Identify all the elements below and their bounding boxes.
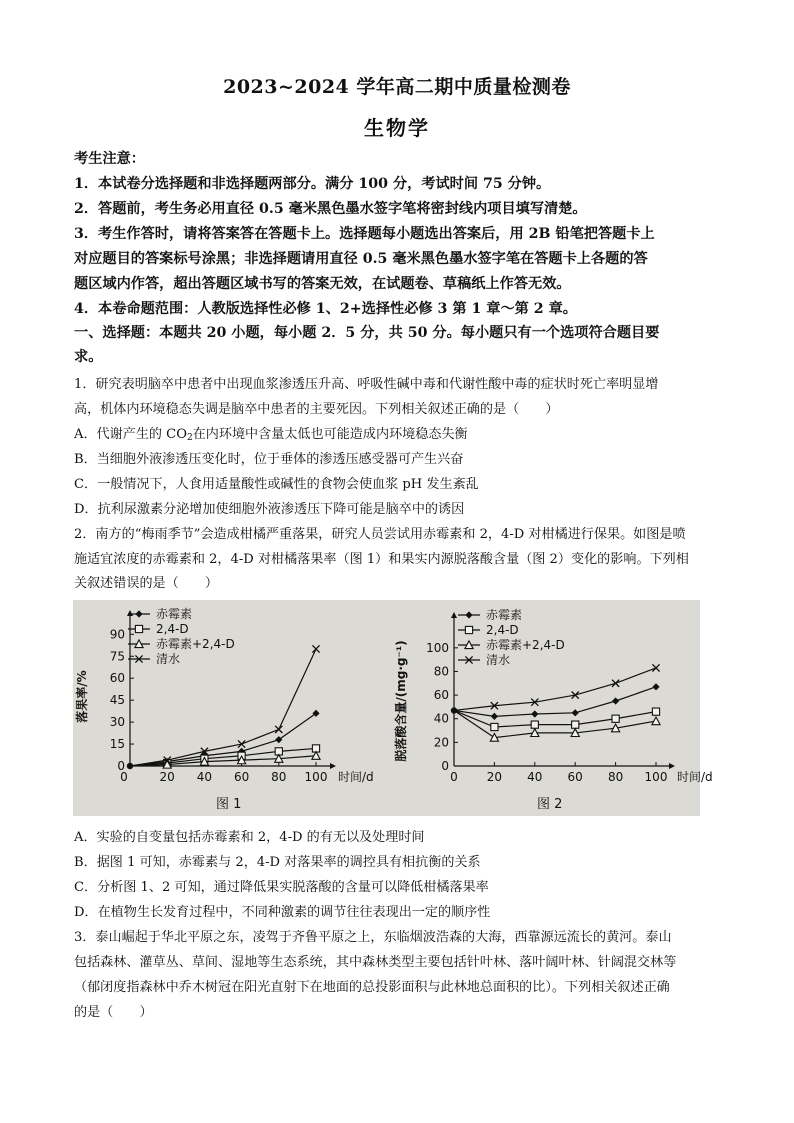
chart2-x-tick-label: 80 xyxy=(607,770,624,784)
chart1-point xyxy=(312,710,319,717)
chart1-legend-label: 赤霉素 xyxy=(156,607,193,621)
chart2-series-line-1 xyxy=(454,687,656,717)
chart1-point xyxy=(312,645,319,652)
exam-title: 2023~2024 学年高二期中质量检测卷 xyxy=(223,76,571,98)
q3-stem: 3．泰山崛起于华北平原之东，凌驾于齐鲁平原之上，东临烟波浩森的大海，西靠源远流长的黄河。泰山 xyxy=(74,930,672,945)
notice-item: 对应题目的答案标号涂黑；非选择题请用直径 0.5 毫米黑色墨水签字笔在答题卡上各题的答 xyxy=(74,251,648,267)
chart2-legend-label: 清水 xyxy=(486,653,511,667)
q2-stem-cont: 关叙述错误的是（ ） xyxy=(74,576,219,591)
q2-stem: 2．南方的“梅雨季节”会造成柑橘严重落果，研究人员尝试用赤霉素和 2，4-D 对柑橘进行保果。如图是喷 xyxy=(74,527,686,542)
chart2-point xyxy=(572,709,579,716)
chart2-point xyxy=(531,710,538,717)
chart1-y-arrow xyxy=(127,610,133,616)
q1-option-a: A．代谢产生的 $CO_2$在内环境中含量太低也可能造成内环境稳态失衡 xyxy=(74,427,468,443)
chart1-x-tick-label: 40 xyxy=(196,770,213,784)
chart2-y-tick-label: 20 xyxy=(433,735,449,750)
chart2-y-arrow xyxy=(451,612,457,618)
chart2-x-tick-label: 0 xyxy=(450,770,458,784)
notice-item: 2．答题前，考生务必用直径 0.5 毫米黑色墨水签字笔将密封线内项目填写清楚。 xyxy=(74,201,587,217)
chart2-y-tick-label: 80 xyxy=(433,664,449,679)
notice-heading: 考生注意： xyxy=(74,151,145,167)
chart2-y-tick-label: 0 xyxy=(441,759,449,773)
chart1-x-tick-label: 20 xyxy=(159,770,175,784)
chart2-x-tick-label: 20 xyxy=(486,770,503,784)
chart1-y-tick-label: 30 xyxy=(109,715,125,730)
chart1-y-tick-label: 60 xyxy=(109,671,125,686)
chart2-x-arrow xyxy=(669,763,675,769)
chart1-x-tick-label: 80 xyxy=(271,770,287,784)
chart1-x-tick-label: 60 xyxy=(233,770,250,784)
q1-option-d: D．抗利尿激素分泌增加使细胞外液渗透压下降可能是脑卒中的诱因 xyxy=(74,502,465,517)
chart1-x-tick-label: 100 xyxy=(304,770,328,784)
notice-item: 3．考生作答时，请将答案答在答题卡上。选择题每小题选出答案后，用 2B 铅笔把答题卡上 xyxy=(74,226,655,242)
chart1-x-arrow xyxy=(330,763,336,769)
chart1-y-tick-label: 0 xyxy=(117,759,125,773)
chart2-legend-label: 赤霉素+2,4-D xyxy=(486,638,565,652)
chart2-point xyxy=(652,683,659,690)
chart1-y-tick-label: 45 xyxy=(109,693,125,708)
chart1-series-line-4 xyxy=(130,649,316,766)
chart1-legend-marker xyxy=(135,610,142,617)
q2-figure xyxy=(73,600,713,816)
chart1-x-tick-label: 0 xyxy=(120,770,128,784)
q2-option-d: D．在植物生长发育过程中，不同种激素的调节往往表现出一定的顺序性 xyxy=(74,905,491,920)
chart1-series-line-2 xyxy=(130,748,316,766)
chart2-point xyxy=(491,723,498,730)
chart2-point xyxy=(572,721,579,728)
q1-option-b: B．当细胞外液渗透压变化时，位于垂体的渗透压感受器可产生兴奋 xyxy=(74,452,464,467)
chart1-legend-label: 2,4-D xyxy=(156,622,189,636)
chart1-point xyxy=(275,736,282,743)
chart2-legend-marker xyxy=(465,611,472,618)
notice-item: 题区域内作答，超出答题区域书写的答案无效，在试题卷、草稿纸上作答无效。 xyxy=(74,276,571,292)
q1-stem-cont: 高，机体内环境稳态失调是脑卒中患者的主要死因。下列相关叙述正确的是（ ） xyxy=(74,402,559,417)
chart2-point xyxy=(612,680,619,687)
q2-option-a: A．实验的自变量包括赤霉素和 2，4-D 的有无以及处理时间 xyxy=(74,830,425,845)
chart2-legend-label: 2,4-D xyxy=(486,623,519,637)
q3-stem-cont: 的是（ ） xyxy=(74,1005,153,1020)
q2-charts xyxy=(73,600,713,816)
chart1-legend-label: 赤霉素+2,4-D xyxy=(156,637,235,651)
chart1-legend-label: 清水 xyxy=(156,652,181,666)
chart1-y-tick-label: 75 xyxy=(109,649,125,664)
q2-option-c: C．分析图 1、2 可知，通过降低果实脱落酸的含量可以降低柑橘落果率 xyxy=(74,880,489,895)
chart1-x-label: 时间/d xyxy=(338,770,374,784)
q2-option-b: B．据图 1 可知，赤霉素与 2，4-D 对落果率的调控具有相抗衡的关系 xyxy=(74,855,481,870)
q1-option-c: C．一般情况下，人食用适量酸性或碱性的食物会使血浆 pH 发生紊乱 xyxy=(74,477,479,492)
chart1-y-tick-label: 15 xyxy=(109,737,125,752)
chart2-legend-marker xyxy=(465,626,472,633)
notice-item: 1．本试卷分选择题和非选择题两部分。满分 100 分，考试时间 75 分钟。 xyxy=(74,176,551,192)
chart2-series-line-4 xyxy=(454,668,656,711)
chart2-y-tick-label: 60 xyxy=(433,688,449,703)
chart2-x-tick-label: 60 xyxy=(567,770,583,784)
q3-stem-cont: 包括森林、灌草丛、草间、湿地等生态系统，其中森林类型主要包括针叶林、落叶阔叶林、针阔混交林等 xyxy=(74,955,677,970)
chart2-point xyxy=(612,715,619,722)
chart2-legend-label: 赤霉素 xyxy=(486,608,523,622)
chart1-legend-marker xyxy=(135,625,142,632)
chart2-y-tick-label: 100 xyxy=(426,640,449,655)
section-heading-cont: 求。 xyxy=(74,349,103,365)
chart2-y-tick-label: 40 xyxy=(433,711,449,726)
q1-stem: 1．研究表明脑卒中患者中出现血浆渗透压升高、呼吸性碱中毒和代谢性酸中毒的症状时死亡率明显增 xyxy=(74,377,659,392)
chart2-point xyxy=(652,664,659,671)
chart2-point xyxy=(652,717,660,725)
chart1-point xyxy=(275,726,282,733)
chart1-y-tick-label: 90 xyxy=(109,627,125,642)
notice-item: 4．本卷命题范围：人教版选择性必修 1、2+选择性必修 3 第 1 章～第 2 章。 xyxy=(74,301,577,317)
q3-stem-cont: （郁闭度指森林中乔木树冠在阳光直射下在地面的总投影面积与此林地总面积的比）。下列相关叙述正确 xyxy=(74,980,670,995)
chart2-x-tick-label: 100 xyxy=(644,770,668,784)
chart2-point xyxy=(491,713,498,720)
chart2-y-label: 脱落酸含量/(mg·g⁻¹) xyxy=(394,640,408,762)
chart2-caption: 图 2 xyxy=(537,797,563,812)
section-heading: 一、选择题：本题共 20 小题，每小题 2．5 分，共 50 分。每小题只有一个选项符合题目要 xyxy=(74,325,660,341)
chart2-x-tick-label: 40 xyxy=(527,770,543,784)
chart2-point xyxy=(612,697,619,704)
chart2-point xyxy=(531,721,538,728)
chart1-y-label: 落果率/% xyxy=(75,670,89,723)
chart2-point xyxy=(652,708,659,715)
q2-stem-cont: 施适宜浓度的赤霉素和 2，4-D 对柑橘落果率（图 1）和果实内源脱落酸含量（图 2）变化的影响。下列相 xyxy=(74,552,689,567)
chart2-x-label: 时间/d xyxy=(677,770,713,784)
chart1-caption: 图 1 xyxy=(216,797,242,812)
subject-title: 生物学 xyxy=(364,116,430,140)
